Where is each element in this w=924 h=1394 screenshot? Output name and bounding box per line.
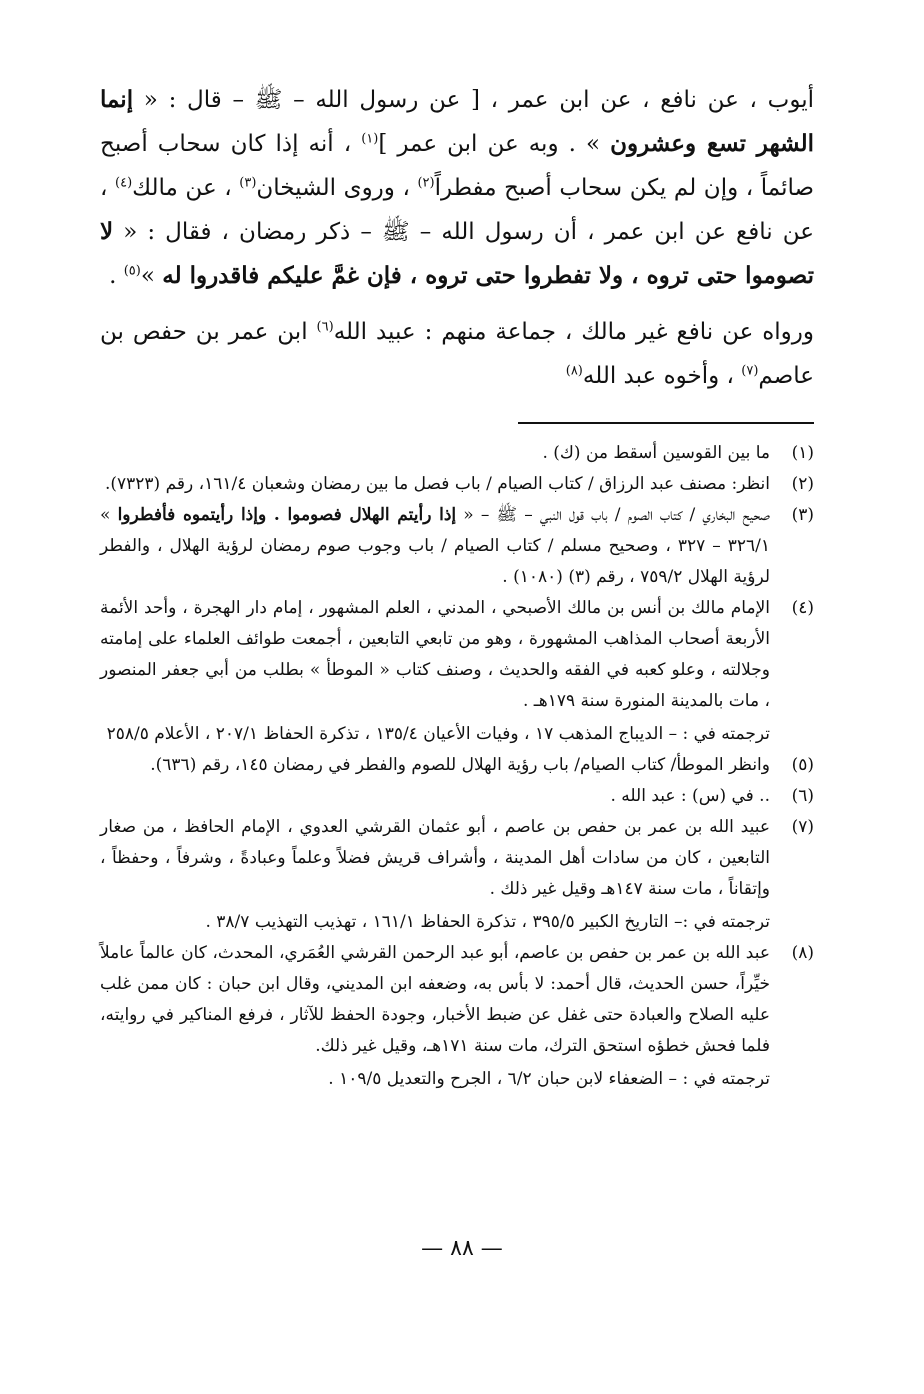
footnote-text: .. في (س) : عبد الله .: [610, 786, 770, 806]
text-run: ورواه عن نافع غير مالك ، جماعة منهم : عبيد الله: [333, 319, 814, 345]
footnote-ref-6: (٦): [316, 319, 334, 335]
text-run: ، وروى الشيخان: [256, 175, 418, 201]
footnote-number: (٧): [791, 817, 814, 837]
main-text: [100, 78, 814, 398]
biography-text: عبد الله بن عمر بن حفص بن عاصم، أبو عبد الرحمن القرشي العُمَري، المحدث، كان عالماً عاملاً خيِّراً، حسن الحديث، قال أحمد: لا بأس به، وضعفه ابن المديني، وقال ابن حبان : كان ممن غلب عليه الصلاح والعبادة حتى غفل عن ضبط الأخبار، وجودة الحفظ للآثار ، فرفع المناكير في روايته، فلما فحش خطؤه استحق الترك، مات سنة ١٧١هـ، وقيل غير ذلك.: [100, 943, 770, 1056]
footnote-ref-3: (٣): [239, 175, 257, 191]
text-run: » ٣٢٦/١ – ٣٢٧ ، وصحيح مسلم / كتاب الصيام / باب وجوب صوم رمضان لرؤية الهلال ، والفطر لرؤية الهلال ٧٥٩/٢ ، رقم (٣) (١٠٨٠) .: [100, 505, 771, 587]
footnote-text: [100, 938, 770, 1095]
text-run: ، أنه إذا كان سحاب أصبح صائماً ، وإن لم يكن سحاب أصبح مفطراً: [100, 131, 815, 201]
footnote-text: انظر: مصنف عبد الرزاق / كتاب الصيام / باب فصل ما بين رمضان وشعبان ١٦١/٤، رقم (٧٣٢٣).: [104, 474, 770, 494]
paragraph-2: [100, 310, 814, 398]
text-run: ، عن مالك: [132, 175, 240, 201]
footnote-2: [100, 469, 814, 500]
footnote-ref-5: (٥): [123, 263, 141, 279]
footnote-number: (٢): [791, 474, 814, 494]
footnote-8: [100, 938, 814, 1095]
footnote-text: وانظر الموطأ/ كتاب الصيام/ باب رؤية الهلال للصوم والفطر في رمضان ١٤٥، رقم (٦٣٦).: [150, 755, 770, 775]
text-run: »: [140, 263, 163, 289]
footnote-5: [100, 750, 814, 781]
biography-text: الإمام مالك بن أنس بن مالك الأصبحي ، المدني ، العلم المشهور ، إمام دار الهجرة ، وأحد الأئمة الأربعة أصحاب المذاهب المشهورة ، وهو من تابعي التابعين ، أجمعت طوائف العلماء على إمامته وجلالته ، وعلو كعبه في الفقه والحديث ، وصنف كتاب « الموطأ » بطلب من أبي جعفر المنصور ، مات بالمدينة المنورة سنة ١٧٩هـ .: [100, 598, 770, 711]
footnote-ref-1: (١): [361, 131, 379, 147]
text-run: صحيح البخاري / كتاب الصوم / باب قول النبي – ﷺ – «: [456, 505, 770, 525]
footnote-ref-7: (٧): [741, 363, 759, 379]
footnote-ref-4: (٤): [115, 175, 133, 191]
text-run: » . وبه عن ابن عمر ]: [378, 131, 611, 157]
footnote-ref-8: (٨): [565, 363, 583, 379]
footnote-6: [100, 781, 814, 812]
footnote-number: (١): [791, 443, 814, 463]
biography-text: عبيد الله بن عمر بن حفص بن عاصم ، أبو عثمان القرشي العدوي ، الإمام الحافظ ، من صغار التابعين ، كان من سادات أهل المدينة ، وأشراف قريش فضلاً وعلماً وعبادةً ، وشرفاً ، وحفظاً ، وإتقاناً ، مات سنة ١٤٧هـ وقيل غير ذلك .: [100, 817, 770, 899]
page-number: — ٨٨ —: [421, 1236, 503, 1261]
footnote-1: [100, 438, 814, 469]
footnote-text: ما بين القوسين أسقط من (ك) .: [542, 443, 770, 463]
biography-references: ترجمته في : – الضعفاء لابن حبان ٦/٢ ، الجرح والتعديل ١٠٩/٥ .: [328, 1069, 770, 1089]
footnote-text: [100, 500, 770, 593]
paragraph-1: [100, 78, 814, 298]
hadith-quote: لا تصوموا حتى تروه ، ولا تفطروا حتى تروه ، فإن غمَّ عليكم فاقدروا له: [100, 218, 814, 289]
footnote-number: (٦): [791, 786, 814, 806]
hadith-quote: إنما الشهر تسع وعشرون: [100, 86, 814, 157]
footnote-number: (٥): [791, 755, 814, 775]
footnote-4: [100, 593, 814, 750]
text-run: ، وأخوه عبد الله: [582, 363, 742, 389]
biography-references: ترجمته في :– التاريخ الكبير ٣٩٥/٥ ، تذكرة الحفاظ ١٦١/١ ، تهذيب التهذيب ٣٨/٧ .: [205, 912, 770, 932]
footnote-number: (٨): [791, 943, 814, 963]
hadith-quote: إذا رأيتم الهلال فصوموا . وإذا رأيتموه فأفطروا: [117, 505, 457, 525]
footnote-number: (٤): [791, 598, 814, 618]
footnote-text: [100, 812, 770, 938]
biography-references: ترجمته في : – الديباج المذهب ١٧ ، وفيات الأعيان ١٣٥/٤ ، تذكرة الحفاظ ٢٠٧/١ ، الأعلام ٢٥٨/٥: [106, 724, 770, 744]
text-run: .: [109, 263, 124, 289]
text-run: ، عن نافع عن ابن عمر ، أن رسول الله – ﷺ – ذكر رمضان ، فقال : «: [100, 175, 814, 245]
footnotes: [100, 438, 814, 1095]
footnote-ref-2: (٢): [417, 175, 435, 191]
footnote-text: [100, 593, 770, 750]
text-run: ابن عمر بن حفص بن عاصم: [100, 319, 814, 389]
footnote-separator: [518, 422, 814, 424]
text-run: أيوب ، عن نافع ، عن ابن عمر ، [ عن رسول الله – ﷺ – قال : «: [133, 87, 814, 113]
footnote-number: (٣): [791, 505, 814, 525]
footnote-3: [100, 500, 814, 593]
footnote-7: [100, 812, 814, 938]
